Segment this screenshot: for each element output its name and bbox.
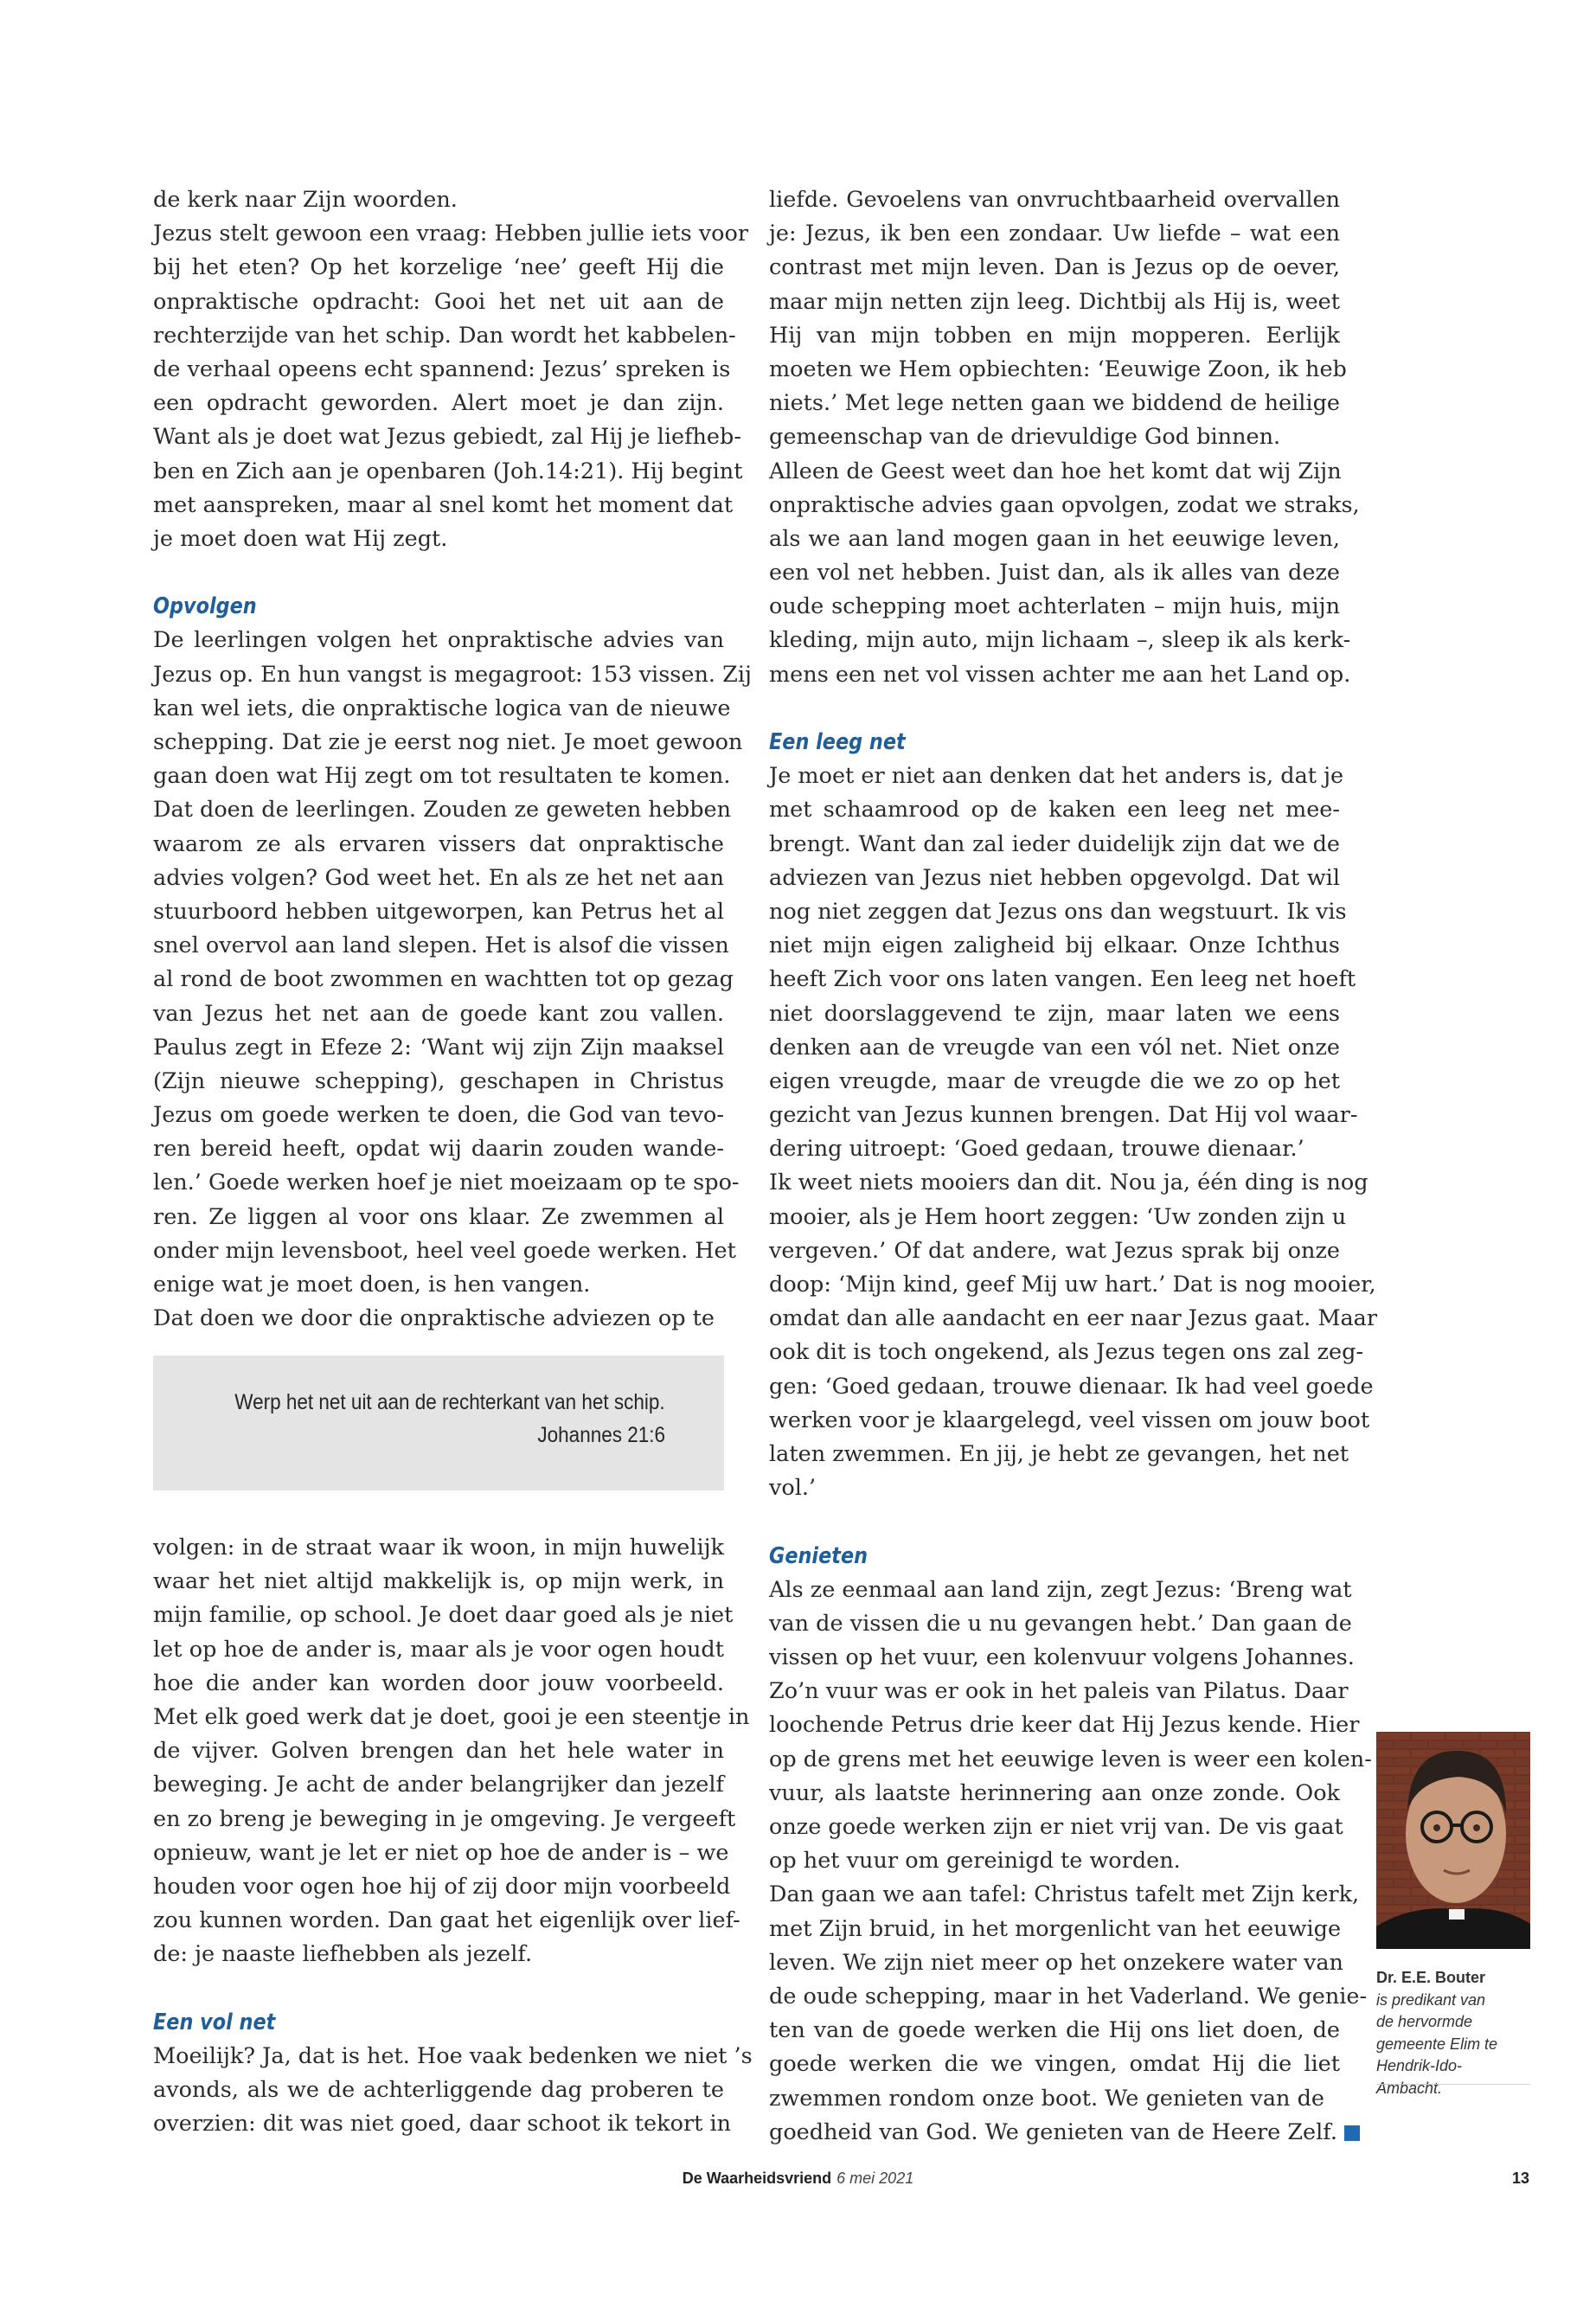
- text-line: let op hoe de ander is, maar als je voor ogen houdt: [153, 1636, 724, 1663]
- text-line: niets.’ Met lege netten gaan we biddend de heilige: [769, 390, 1340, 417]
- text-line: de vijver. Golven brengen dan het hele water in: [153, 1738, 724, 1765]
- text-line: gaan doen wat Hij zegt om tot resultaten te komen.: [153, 763, 731, 790]
- text-line: Hij van mijn tobben en mijn mopperen. Eerlijk: [769, 322, 1340, 349]
- text-line: snel overvol aan land slepen. Het is alsof die vissen: [153, 933, 729, 959]
- paragraph-een-leeg-net: [769, 760, 1378, 1505]
- text-line: eigen vreugde, maar de vreugde die we zo op het: [769, 1067, 1340, 1094]
- text-line: maar mijn netten zijn leeg. Dichtbij als Hij is, weet: [769, 288, 1340, 315]
- text-line: opnieuw, want je let er niet op hoe de ander is – we: [153, 1839, 729, 1866]
- text-line: vergeven.’ Of dat andere, wat Jezus sprak bij onze: [769, 1237, 1340, 1264]
- paragraph-volgen: [153, 1531, 750, 1971]
- text-line: met schaamrood op de kaken een leeg net mee-: [769, 797, 1340, 824]
- text-line: je: Jezus, ik ben een zondaar. Uw liefde – wat een: [769, 221, 1340, 247]
- text-line: van de vissen die u nu gevangen hebt.’ Dan gaan de: [769, 1610, 1352, 1637]
- text-line: ren. Ze liggen al voor ons klaar. Ze zwemmen al: [153, 1203, 724, 1230]
- author-bio-line: Hendrik-Ido-: [1376, 2057, 1463, 2074]
- text-line: de kerk naar Zijn woorden.: [153, 187, 458, 213]
- text-line: contrast met mijn leven. Dan is Jezus op de oever,: [769, 254, 1340, 281]
- text-line: niet mijn eigen zaligheid bij elkaar. Onze Ichthus: [769, 933, 1340, 959]
- text-line: de oude schepping, maar in het Vaderland. We genie-: [769, 1983, 1368, 2009]
- text-line: oude schepping moet achterlaten – mijn huis, mijn: [769, 593, 1340, 620]
- text-line: heeft Zich voor ons laten vangen. Een leeg net hoeft: [769, 966, 1356, 993]
- author-portrait-image: [1376, 1732, 1530, 1949]
- text-line: volgen: in de straat waar ik woon, in mijn huwelijk: [153, 1535, 724, 1561]
- right-column: [769, 183, 1378, 2150]
- text-line: advies volgen? God weet het. En als ze het net aan: [153, 864, 724, 891]
- text-line: Dat doen de leerlingen. Zouden ze geweten hebben: [153, 797, 732, 824]
- end-of-article-mark: [1344, 2125, 1360, 2141]
- text-line: doop: ‘Mijn kind, geef Mij uw hart.’ Dat is nog mooier,: [769, 1272, 1376, 1298]
- text-line: hoe die ander kan worden door jouw voorbeeld.: [153, 1670, 724, 1696]
- text-line: overzien: dit was niet goed, daar schoot ik tekort in: [153, 2111, 732, 2138]
- text-line: De leerlingen volgen het onpraktische advies van: [153, 627, 724, 654]
- text-line: Paulus zegt in Efeze 2: ‘Want wij zijn Zijn maaksel: [153, 1034, 724, 1061]
- text-line: onpraktische advies gaan opvolgen, zodat we straks,: [769, 491, 1360, 518]
- paragraph-liefde: [769, 183, 1360, 692]
- text-line: nog niet zeggen dat Jezus ons dan wegstuurt. Ik vis: [769, 898, 1347, 925]
- text-line: waar het niet altijd makkelijk is, op mijn werk, in: [153, 1568, 724, 1595]
- text-line: gemeenschap van de drievuldige God binnen.: [769, 424, 1281, 451]
- text-line: Dat doen we door die onpraktische adviezen op te: [153, 1305, 715, 1332]
- text-line: en zo breng je beweging in je omgeving. Je vergeeft: [153, 1805, 736, 1832]
- text-line: waarom ze als ervaren vissers dat onpraktische: [153, 830, 724, 857]
- text-line: denken aan de vreugde van een vól net. Niet onze: [769, 1034, 1340, 1061]
- text-line: een opdracht geworden. Alert moet je dan zijn.: [153, 390, 724, 417]
- text-line: houden voor ogen hoe hij of zij door mijn voorbeeld: [153, 1873, 731, 1900]
- quote-reference: Johannes 21:6: [537, 1423, 665, 1447]
- author-bio-line: gemeente Elim te: [1376, 2035, 1498, 2053]
- text-line: loochende Petrus drie keer dat Hij Jezus kende. Hier: [769, 1712, 1360, 1739]
- final-line-text: goedheid van God. We genieten van de Heere Zelf.: [769, 2118, 1337, 2145]
- text-line: Moeilijk? Ja, dat is het. Hoe vaak bedenken we niet ’s: [153, 2042, 753, 2069]
- text-line: Zo’n vuur was er ook in het paleis van Pilatus. Daar: [769, 1678, 1349, 1705]
- text-line: kleding, mijn auto, mijn lichaam –, sleep ik als kerk-: [769, 627, 1351, 654]
- text-line: mijn familie, op school. Je doet daar goed als je niet: [153, 1602, 734, 1629]
- text-line: de verhaal opeens echt spannend: Jezus’ spreken is: [153, 356, 731, 382]
- left-column-lower: [153, 1531, 753, 2141]
- paragraph-opvolgen: [153, 624, 752, 1336]
- paragraph-intro: [153, 183, 749, 556]
- author-bio-line: de hervormde: [1376, 2013, 1473, 2030]
- text-line: mens een net vol vissen achter me aan het Land op.: [769, 661, 1351, 688]
- paragraph-genieten: [769, 1574, 1372, 2116]
- text-line: moeten we Hem opbiechten: ‘Eeuwige Zoon, ik heb: [769, 356, 1347, 382]
- text-line: op de grens met het eeuwige leven is weer een kolen-: [769, 1746, 1372, 1772]
- text-line: enige wat je moet doen, is hen vangen.: [153, 1272, 591, 1298]
- text-line: kan wel iets, die onpraktische logica van de nieuwe: [153, 695, 731, 721]
- text-line: brengt. Want dan zal ieder duidelijk zijn dat we de: [769, 830, 1340, 857]
- magazine-name: De Waarheidsvriend: [682, 2170, 832, 2187]
- text-line: vuur, als laatste herinnering aan onze zonde. Ook: [769, 1779, 1340, 1806]
- text-line: de: je naaste liefhebben als jezelf.: [153, 1941, 533, 1968]
- text-line: onpraktische opdracht: Gooi het net uit aan de: [153, 288, 724, 315]
- text-line: omdat dan alle aandacht en eer naar Jezus gaat. Maar: [769, 1305, 1378, 1332]
- text-line: niet doorslaggevend te zijn, maar laten we eens: [769, 1000, 1340, 1027]
- text-line: Jezus op. En hun vangst is megagroot: 153 vissen. Zij: [153, 661, 752, 688]
- pull-quote: [153, 1356, 724, 1490]
- text-line: laten zwemmen. En jij, je hebt ze gevangen, het net: [769, 1440, 1349, 1467]
- text-line: je moet doen wat Hij zegt.: [153, 525, 448, 552]
- text-line: Dan gaan we aan tafel: Christus tafelt met Zijn kerk,: [769, 1881, 1360, 1908]
- text-line: met Zijn bruid, in het morgenlicht van het eeuwige: [769, 1915, 1342, 1942]
- bio-divider: [1376, 2084, 1530, 2085]
- text-line: rechterzijde van het schip. Dan wordt het kabbelen-: [153, 322, 736, 349]
- text-line: gezicht van Jezus kunnen brengen. Dat Hij vol waar-: [769, 1102, 1358, 1129]
- text-line: Ik weet niets mooiers dan dit. Nou ja, één ding is nog: [769, 1170, 1368, 1196]
- author-name: Dr. E.E. Bouter: [1376, 1969, 1486, 1986]
- page-number: 13: [1511, 2170, 1529, 2187]
- text-line: vol.’: [769, 1475, 817, 1502]
- text-line: met aanspreken, maar al snel komt het moment dat: [153, 491, 734, 518]
- text-line: avonds, als we de achterliggende dag proberen te: [153, 2077, 724, 2103]
- text-line: stuurboord hebben uitgeworpen, kan Petrus het al: [153, 898, 724, 925]
- text-line: een vol net hebben. Juist dan, als ik alles van deze: [769, 560, 1340, 586]
- author-bio-line: is predikant van: [1376, 1990, 1486, 2009]
- heading-een-leeg-net: Een leeg net: [769, 729, 906, 755]
- author-photo: [1376, 1732, 1530, 1949]
- text-line: ren bereid heeft, opdat wij daarin zouden wande-: [153, 1136, 724, 1163]
- text-line: Als ze eenmaal aan land zijn, zegt Jezus: ‘Breng wat: [769, 1576, 1352, 1603]
- text-line: ben en Zich aan je openbaren (Joh.14:21). Hij begint: [153, 458, 743, 484]
- heading-een-vol-net: Een vol net: [153, 2009, 276, 2035]
- text-line: zou kunnen worden. Dan gaat het eigenlijk over lief-: [153, 1907, 740, 1934]
- text-line: dering uitroept: ‘Goed gedaan, trouwe dienaar.’: [769, 1136, 1304, 1163]
- text-line: vissen op het vuur, een kolenvuur volgens Johannes.: [769, 1644, 1355, 1671]
- text-line: beweging. Je acht de ander belangrijker dan jezelf: [153, 1772, 724, 1798]
- author-bio: [1376, 1967, 1530, 2099]
- text-line: onder mijn levensboot, heel veel goede werken. Het: [153, 1237, 736, 1264]
- paragraph-final-line: [769, 2116, 1340, 2150]
- text-line: van Jezus het net aan de goede kant zou vallen.: [153, 1000, 724, 1027]
- paragraph-een-vol-net: [153, 2040, 753, 2142]
- text-line: ook dit is toch ongekend, als Jezus tegen ons zal zeg-: [769, 1339, 1364, 1366]
- text-line: bij het eten? Op het korzelige ‘nee’ geeft Hij die: [153, 254, 724, 281]
- text-line: gen: ‘Goed gedaan, trouwe dienaar. Ik had veel goede: [769, 1373, 1374, 1400]
- author-bio-line: Ambacht.: [1376, 2079, 1443, 2097]
- text-line: werken voor je klaargelegd, veel vissen om jouw boot: [769, 1407, 1370, 1433]
- heading-genieten: Genieten: [769, 1542, 869, 1569]
- text-line: Je moet er niet aan denken dat het anders is, dat je: [769, 763, 1344, 790]
- text-line: Jezus stelt gewoon een vraag: Hebben jullie iets voor: [153, 221, 749, 247]
- text-line: Want als je doet wat Jezus gebiedt, zal Hij je liefheb-: [153, 424, 741, 451]
- text-line: ten van de goede werken die Hij ons liet doen, de: [769, 2017, 1340, 2044]
- text-line: mooier, als je Hem hoort zeggen: ‘Uw zonden zijn u: [769, 1203, 1347, 1230]
- text-line: Alleen de Geest weet dan hoe het komt dat wij Zijn: [769, 458, 1342, 484]
- text-line: als we aan land mogen gaan in het eeuwige leven,: [769, 525, 1340, 552]
- text-line: schepping. Dat zie je eerst nog niet. Je moet gewoon: [153, 729, 743, 755]
- text-line: Met elk goed werk dat je doet, gooi je een steentje in: [153, 1703, 750, 1730]
- text-line: adviezen van Jezus niet hebben opgevolgd. Dat wil: [769, 864, 1340, 891]
- heading-opvolgen: Opvolgen: [153, 593, 257, 620]
- text-line: goede werken die we vingen, omdat Hij die liet: [769, 2051, 1340, 2078]
- text-line: leven. We zijn niet meer op het onzekere water van: [769, 1949, 1343, 1976]
- text-line: zwemmen rondom onze boot. We genieten van de: [769, 2085, 1324, 2112]
- text-line: al rond de boot zwommen en wachtten tot op gezag: [153, 966, 734, 993]
- quote-text: Werp het net uit aan de rechterkant van het schip.: [234, 1390, 665, 1414]
- text-line: Jezus om goede werken te doen, die God van tevo-: [153, 1102, 724, 1129]
- page-footer: [0, 2170, 1596, 2188]
- left-column-upper: [153, 183, 752, 1336]
- text-line: liefde. Gevoelens van onvruchtbaarheid overvallen: [769, 187, 1340, 213]
- text-line: onze goede werken zijn er niet vrij van. De vis gaat: [769, 1814, 1343, 1840]
- text-line: op het vuur om gereinigd te worden.: [769, 1848, 1181, 1875]
- text-line: len.’ Goede werken hoef je niet moeizaam op te spo-: [153, 1170, 740, 1196]
- text-line: (Zijn nieuwe schepping), geschapen in Christus: [153, 1067, 724, 1094]
- issue-date: 6 mei 2021: [836, 2170, 914, 2187]
